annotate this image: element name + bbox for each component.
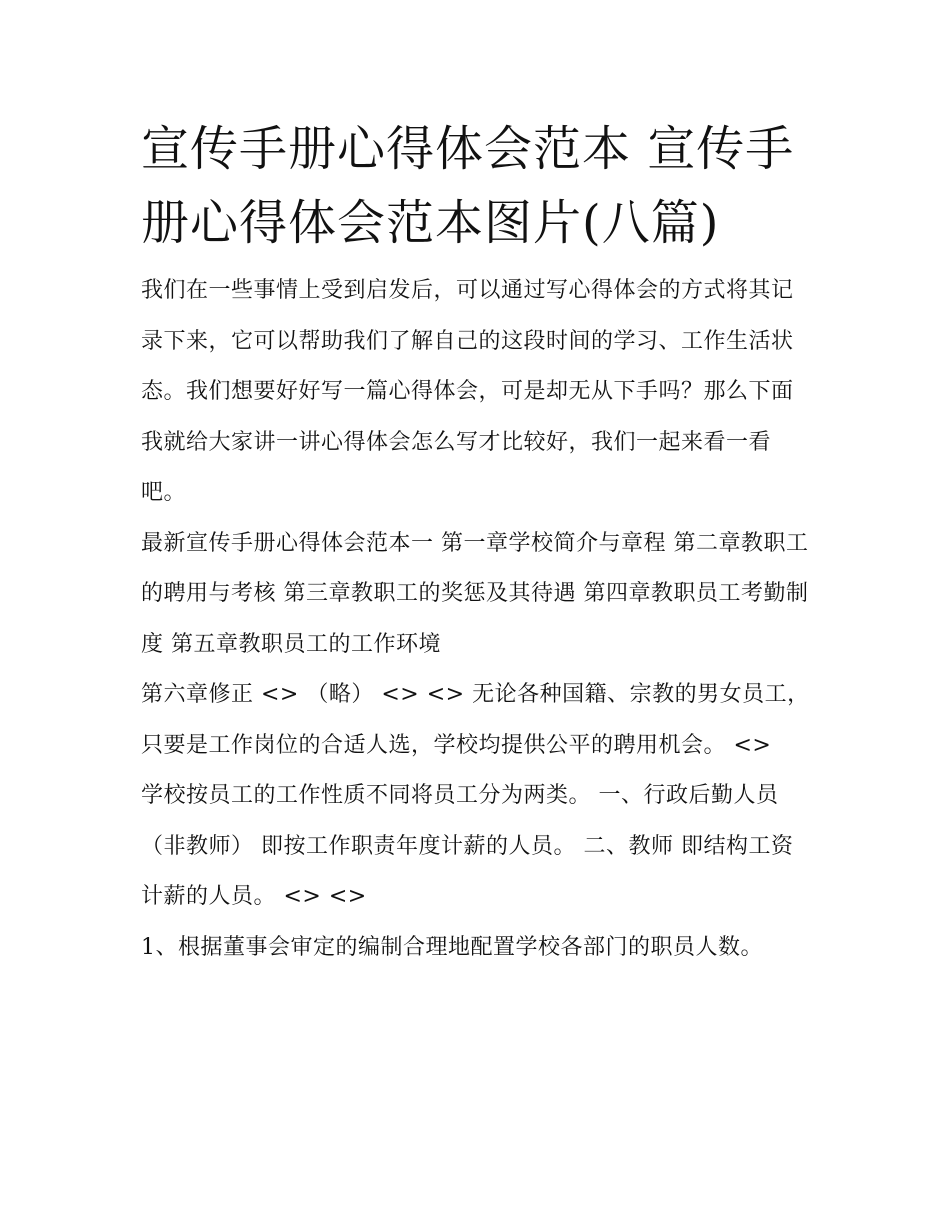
paragraph-chapter-list: 最新宣传手册心得体会范本一 第一章学校简介与章程 第二章教职工的聘用与考核 第三章教职工的奖惩及其待遇 第四章教职员工考勤制度 第五章教职员工的工作环境	[141, 530, 809, 657]
document-body	[141, 112, 813, 973]
paragraph-equal-employment: 第六章修正 <> （略） <> <> 无论各种国籍、宗教的男女员工，只要是工作岗位的合适人选，学校均提供公平的聘用机会。 <>	[141, 682, 810, 758]
document-title: 宣传手册心得体会范本 宣传手册心得体会范本图片(八篇)	[141, 121, 795, 251]
paragraph-intro: 我们在一些事情上受到启发后，可以通过写心得体会的方式将其记录下来，它可以帮助我们了解自己的这段时间的学习、工作生活状态。我们想要好好写一篇心得体会，可是却无从下手吗？那么下面我就给大家讲一讲心得体会怎么写才比较好，我们一起来看一看吧。	[141, 278, 794, 505]
paragraph-staffing-item-1: 1、根据董事会审定的编制合理地配置学校各部门的职员人数。	[141, 934, 763, 960]
paragraph-staff-categories: 学校按员工的工作性质不同将员工分为两类。 一、行政后勤人员（非教师） 即按工作职责年度计薪的人员。 二、教师 即结构工资计薪的人员。 <> <>	[141, 783, 794, 909]
